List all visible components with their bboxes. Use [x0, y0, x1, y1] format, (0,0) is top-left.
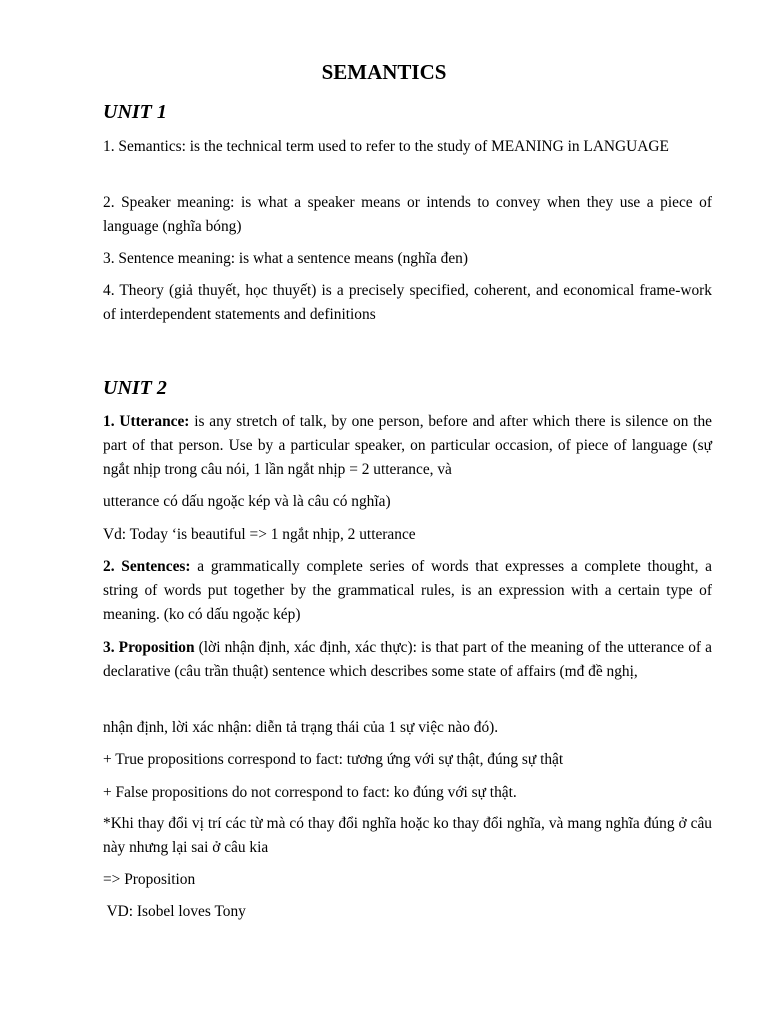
sentences-text: a grammatically complete series of words that expresses a complete thought, a string of words put together by the grammatical rules, is an expression with a certain type of meaning. (ko có dấu ngoặc kép) — [103, 558, 712, 623]
utterance-label: 1. Utterance: — [103, 413, 190, 430]
sentences-label: 2. Sentences: — [103, 558, 191, 575]
paragraph-utterance — [103, 410, 712, 482]
paragraph-proposition-arrow: => Proposition — [103, 871, 196, 888]
paragraph-proposition-example: VD: Isobel loves Tony — [103, 903, 246, 920]
paragraph-true-propositions: + True propositions correspond to fact: tương ứng với sự thật, đúng sự thật — [103, 751, 564, 768]
utterance-text: is any stretch of talk, by one person, before and after which there is silence on the part of that person. Use by a particular speaker, on particular occasion, of piece of language (sự ngắt nhịp trong câu nói, 1 lần ngắt nhịp = 2 utterance, và — [103, 413, 712, 478]
paragraph-speaker-meaning: 2. Speaker meaning: is what a speaker means or intends to convey when they use a piece of language (nghĩa bóng) — [103, 194, 712, 235]
paragraph-utterance-example: Vd: Today ‘is beautiful => 1 ngắt nhịp, 2 utterance — [103, 526, 416, 543]
paragraph-word-order-note: *Khi thay đổi vị trí các từ mà có thay đổi nghĩa hoặc ko thay đổi nghĩa, và mang nghĩa đúng ở câu này nhưng lại sai ở câu kia — [103, 815, 712, 856]
paragraph-theory: 4. Theory (giả thuyết, học thuyết) is a precisely specified, coherent, and economical frame-work of interdependent statements and definitions — [103, 282, 712, 323]
unit-1-heading: UNIT 1 — [103, 101, 167, 123]
paragraph-false-propositions: + False propositions do not correspond to fact: ko đúng với sự thật. — [103, 784, 517, 801]
proposition-label: 3. Proposition — [103, 639, 195, 656]
paragraph-utterance-continuation: utterance có dấu ngoặc kép và là câu có nghĩa) — [103, 493, 391, 510]
proposition-text: (lời nhận định, xác định, xác thực): is that part of the meaning of the utterance of a declarative (câu trần thuật) sentence which describes some state of affairs (mđ đề nghị, — [103, 639, 712, 680]
unit-2-heading: UNIT 2 — [103, 377, 167, 399]
paragraph-sentence-meaning: 3. Sentence meaning: is what a sentence means (nghĩa đen) — [103, 250, 468, 267]
paragraph-proposition — [103, 636, 712, 684]
paragraph-proposition-continuation: nhận định, lời xác nhận: diễn tả trạng thái của 1 sự việc nào đó). — [103, 719, 499, 736]
paragraph-sentences — [103, 555, 712, 627]
document-title: SEMANTICS — [321, 60, 447, 84]
paragraph-semantics-definition: 1. Semantics: is the technical term used to refer to the study of MEANING in LANGUAGE — [103, 138, 669, 155]
